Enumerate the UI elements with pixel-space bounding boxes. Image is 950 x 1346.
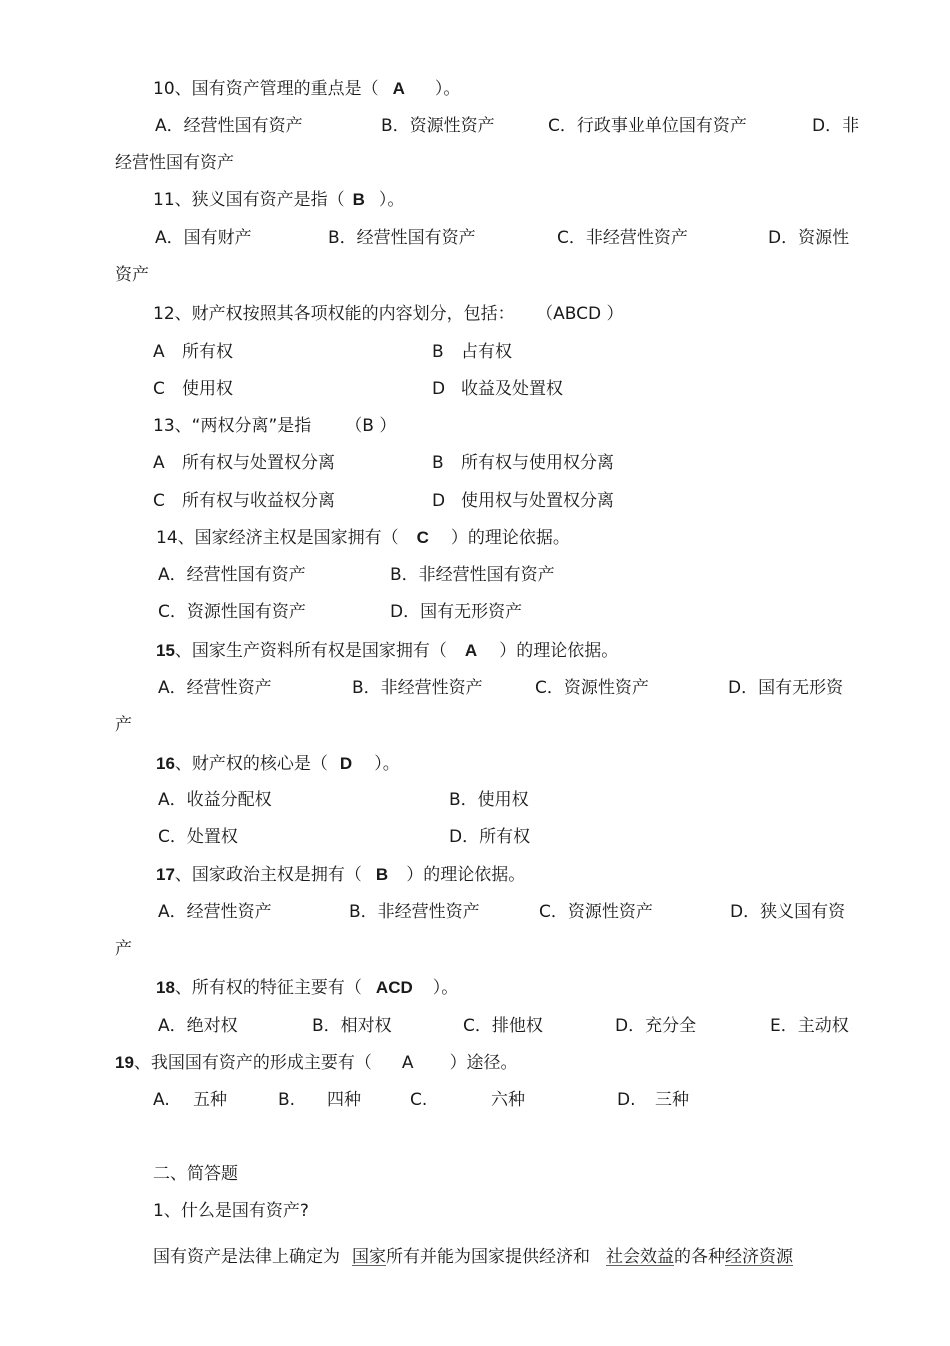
option-a: A．经营性资产 (158, 678, 272, 698)
option-d: D．狭义国有资 (730, 902, 846, 922)
option-d: D．充分全 (615, 1016, 697, 1036)
option-b: B．非经营性国有资产 (390, 565, 555, 585)
option-c: 使用权 (182, 379, 233, 399)
option-c: C．非经营性资产 (557, 228, 688, 248)
question-number: 18 (156, 978, 175, 997)
option-d: D．国有无形资产 (390, 602, 523, 622)
link-shehui-xiaoyi[interactable]: 社会效益 (606, 1247, 674, 1267)
option-b: B．非经营性资产 (352, 678, 483, 698)
question-11-stem: 11、狭义国有资产是指（ B ）。 (153, 190, 405, 210)
question-10-option-d-continued: 经营性国有资产 (115, 153, 234, 173)
option-c: C．资源性资产 (539, 902, 653, 922)
link-jingji-ziyuan[interactable]: 经济资源 (725, 1247, 793, 1267)
short-answer-1-text: 国有资产是法律上确定为 国家所有并能为国家提供经济和 社会效益的各种经济资源 (153, 1247, 793, 1267)
question-number: 12 (153, 304, 175, 324)
short-answer-question-1: 1、什么是国有资产? (153, 1201, 309, 1221)
link-guojia[interactable]: 国家 (352, 1247, 386, 1267)
option-c: C．处置权 (158, 827, 238, 847)
option-b: B．资源性资产 (381, 116, 495, 136)
option-c: C．行政事业单位国有资产 (548, 116, 747, 136)
option-c: 所有权与收益权分离 (182, 491, 335, 511)
option-d: 收益及处置权 (461, 379, 563, 399)
answer: A (464, 641, 478, 660)
option-c: C．资源性国有资产 (158, 602, 306, 622)
option-c: 六种 (491, 1090, 525, 1110)
question-number: 13 (153, 416, 175, 436)
answer: （ABCD ） (544, 304, 624, 324)
option-e: E．主动权 (770, 1016, 849, 1036)
question-13-stem: 13、“两权分离”是指 （B ） (153, 416, 397, 436)
option-a: 所有权与处置权分离 (182, 453, 335, 473)
answer: ACD (375, 978, 413, 997)
option-a: A．经营性资产 (158, 902, 272, 922)
answer: A (392, 79, 405, 98)
question-17-option-d-continued: 产 (115, 939, 132, 959)
option-a: A．绝对权 (158, 1016, 238, 1036)
option-d: D．资源性 (768, 228, 850, 248)
answer: A (401, 1053, 414, 1073)
question-number: 19 (115, 1053, 134, 1072)
section-title: 二、简答题 (153, 1164, 238, 1184)
option-a: 五种 (193, 1090, 227, 1110)
question-19-stem: 19、我国国有资产的形成主要有（ A ）途径。 (115, 1053, 518, 1073)
option-d: D．非 (812, 116, 860, 136)
option-a: A．经营性国有资产 (155, 116, 303, 136)
question-12-stem: 12、财产权按照其各项权能的内容划分，包括： （ABCD ） (153, 304, 624, 324)
answer: B (352, 190, 365, 209)
question-14-stem: 14、国家经济主权是国家拥有（ C ）的理论依据。 (156, 528, 570, 548)
question-15-stem: 15、国家生产资料所有权是国家拥有（ A ）的理论依据。 (156, 641, 619, 661)
option-d: D．国有无形资 (728, 678, 844, 698)
question-10-stem: 10、国有资产管理的重点是（ A ）。 (153, 79, 461, 99)
option-b: B．经营性国有资产 (328, 228, 476, 248)
answer: C (416, 528, 429, 547)
option-a: A．国有财产 (155, 228, 252, 248)
question-number: 15 (156, 641, 175, 660)
option-c: C．排他权 (463, 1016, 543, 1036)
option-a: 所有权 (182, 342, 233, 362)
option-a: A．收益分配权 (158, 790, 272, 810)
question-number: 14 (156, 528, 178, 548)
question-number: 17 (156, 865, 175, 884)
question-number: 10 (153, 79, 175, 99)
option-d: 使用权与处置权分离 (461, 491, 614, 511)
question-18-stem: 18、所有权的特征主要有（ ACD ）。 (156, 978, 459, 998)
question-16-stem: 16、财产权的核心是（ D ）。 (156, 754, 400, 774)
option-a: A．经营性国有资产 (158, 565, 306, 585)
option-b: B．非经营性资产 (349, 902, 480, 922)
document-page: 10、国有资产管理的重点是（ A ）。 A．经营性国有资产 B．资源性资产 C．行政事业单位国有资产 D．非 经营性国有资产 11、狭义国有资产是指（ B ）。 A．国有财产 B．经营性国有资产 C．非经营性资产 D．资源性 资产 12、财产权按照其各项权能的内容划分，包括： （ABCD ） A 所有权 B 占有权 C 使用权 D 收益及处置权 13、“两权分离”是指 （B ） A 所有权与处置权分离 B 所有权与使用权分离 C 所有权与收益权分离 D 使用权与处置权分离 14、国家经济主权是国家拥有（ C ）的理论依据。 A．经营性国有资产 B．非经营性国有资产 C．资源性国有资产 D．国有无形资产 15、国家生产资料所有权是国家拥有（ A ）的理论依据。 A．经营性资产 B．非经营性资产 C．资源性资产 D．国有无形资 产 16、财产权的核心是（ D ）。 A．收益分配权 B．使用权 C．处置权 D．所有权 17、国家政治主权是拥有（ B ）的理论依据。 A．经营性资产 B．非经营性资产 C．资源性资产 D．狭义国有资 产 18、所有权的特征主要有（ ACD ）。 A．绝对权 B．相对权 C．排他权 D．充分全 E．主动权 19、我国国有资产的形成主要有（ A ）途径。 A. 五种 B. 四种 C. 六种 D. 三种 二、简答题 1、什么是国有资产? 国有资产是法律上确定为 国家所有并能为国家提供经济和 社会效益的各种经济资源 (115, 79, 860, 1267)
question-15-option-d-continued: 产 (115, 715, 132, 735)
option-b: B．使用权 (449, 790, 529, 810)
answer: B (375, 865, 389, 884)
question-number: 11 (153, 190, 175, 210)
option-d: D．所有权 (449, 827, 531, 847)
option-b: 四种 (327, 1090, 361, 1110)
option-b: 占有权 (461, 342, 512, 362)
option-b: B．相对权 (312, 1016, 392, 1036)
answer: D (339, 754, 353, 773)
option-b: 所有权与使用权分离 (461, 453, 614, 473)
option-d: 三种 (655, 1090, 689, 1110)
question-17-stem: 17、国家政治主权是拥有（ B ）的理论依据。 (156, 865, 526, 885)
question-number: 16 (156, 754, 175, 773)
answer: （B ） (345, 416, 397, 436)
option-c: C．资源性资产 (535, 678, 649, 698)
question-11-option-d-continued: 资产 (115, 265, 149, 285)
